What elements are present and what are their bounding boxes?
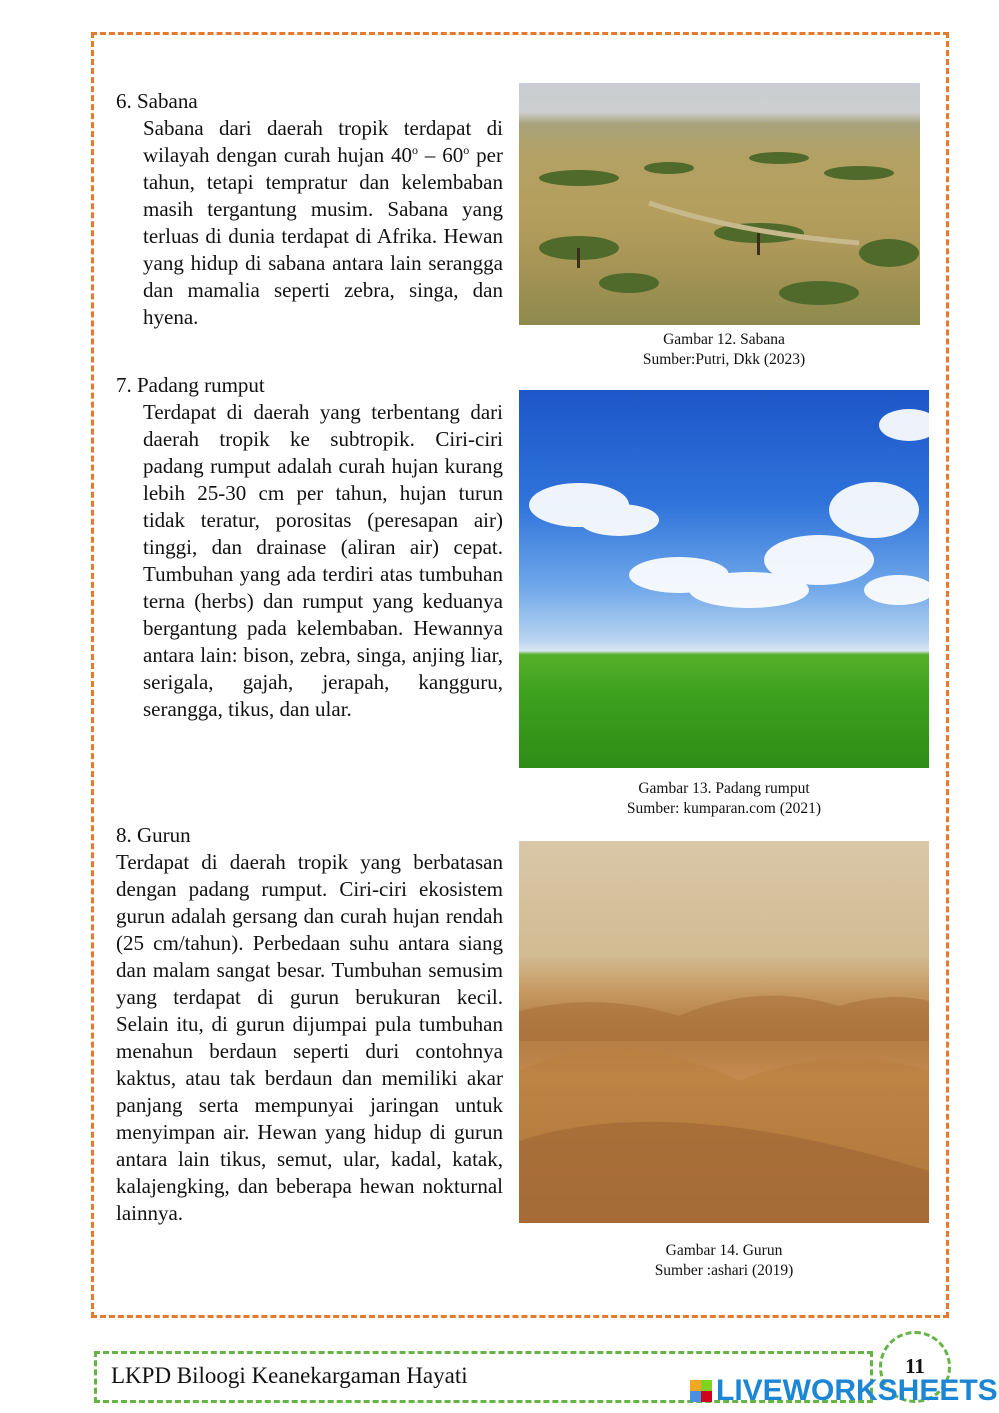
caption-source: Sumber: kumparan.com (2021): [626, 800, 822, 817]
footer-title: LKPD Biloogi Keanekargaman Hayati: [111, 1363, 468, 1388]
liveworksheets-logo-icon: [690, 1380, 712, 1402]
caption-padang-rumput: [519, 779, 929, 819]
section-heading-gurun: 8. Gurun: [116, 823, 191, 847]
caption-gurun: [519, 1241, 929, 1281]
grassland-image: [519, 390, 929, 768]
section-heading-padang-rumput: 7. Padang rumput: [116, 373, 265, 397]
caption-source: Sumber:Putri, Dkk (2023): [642, 351, 806, 368]
brand-text: LIVEWORKSHEETS: [716, 1374, 998, 1407]
page-number: 11: [905, 1354, 925, 1378]
caption-title: Gambar 13. Padang rumput: [638, 780, 810, 797]
caption-sabana: [519, 330, 929, 370]
desert-image: [519, 841, 929, 1223]
section-body-gurun: Terdapat di daerah tropik yang berbatasan dengan padang rumput. Ciri-ciri ekosistem gurun adalah gersang dan curah hujan rendah (25 cm/tahun). Perbedaan suhu antara siang dan malam sangat besar. Tumbuhan semusim yang terdapat di gurun berukuran kecil. Selain itu, di gurun dijumpai pula tumbuhan menahun berdaun seperti duri contohnya kaktus, atau tak berdaun dan memiliki akar panjang serta mempunyai jaringan untuk menyimpan air. Hewan yang hidup di gurun antara lain tikus, semut, ular, kadal, katak, kalajengking, dan beberapa hewan nokturnal lainnya.: [116, 850, 503, 1225]
section-body-padang-rumput: Terdapat di daerah yang terbentang dari daerah tropik ke subtropik. Ciri-ciri padang rumput adalah curah hujan kurang lebih 25-30 cm per tahun, hujan turun tidak teratur, porositas (peresapan air) tinggi, dan drainase (aliran air) cepat. Tumbuhan yang ada terdiri atas tumbuhan terna (herbs) dan rumput yang keduanya bergantung pada kelembaban. Hewannya antara lain: bison, zebra, singa, anjing liar, serigala, gajah, jerapah, kangguru, serangga, tikus, dan ular.: [143, 400, 503, 721]
caption-source: Sumber :ashari (2019): [654, 1262, 794, 1279]
caption-title: Gambar 12. Sabana: [663, 331, 785, 348]
section-body-sabana: Sabana dari daerah tropik terdapat di wilayah dengan curah hujan 40$^o$ – 60$^o$ per tahun, tetapi tempratur dan kelembaban masih tergantung musim. Sabana yang terluas di dunia terdapat di Afrika. Hewan yang hidup di sabana antara lain serangga dan mamalia seperti zebra, singa, dan hyena.: [143, 116, 503, 329]
liveworksheets-brand[interactable]: [690, 1374, 998, 1408]
caption-title: Gambar 14. Gurun: [665, 1242, 783, 1259]
savanna-image: [519, 83, 920, 325]
section-heading-sabana: 6. Sabana: [116, 89, 198, 113]
